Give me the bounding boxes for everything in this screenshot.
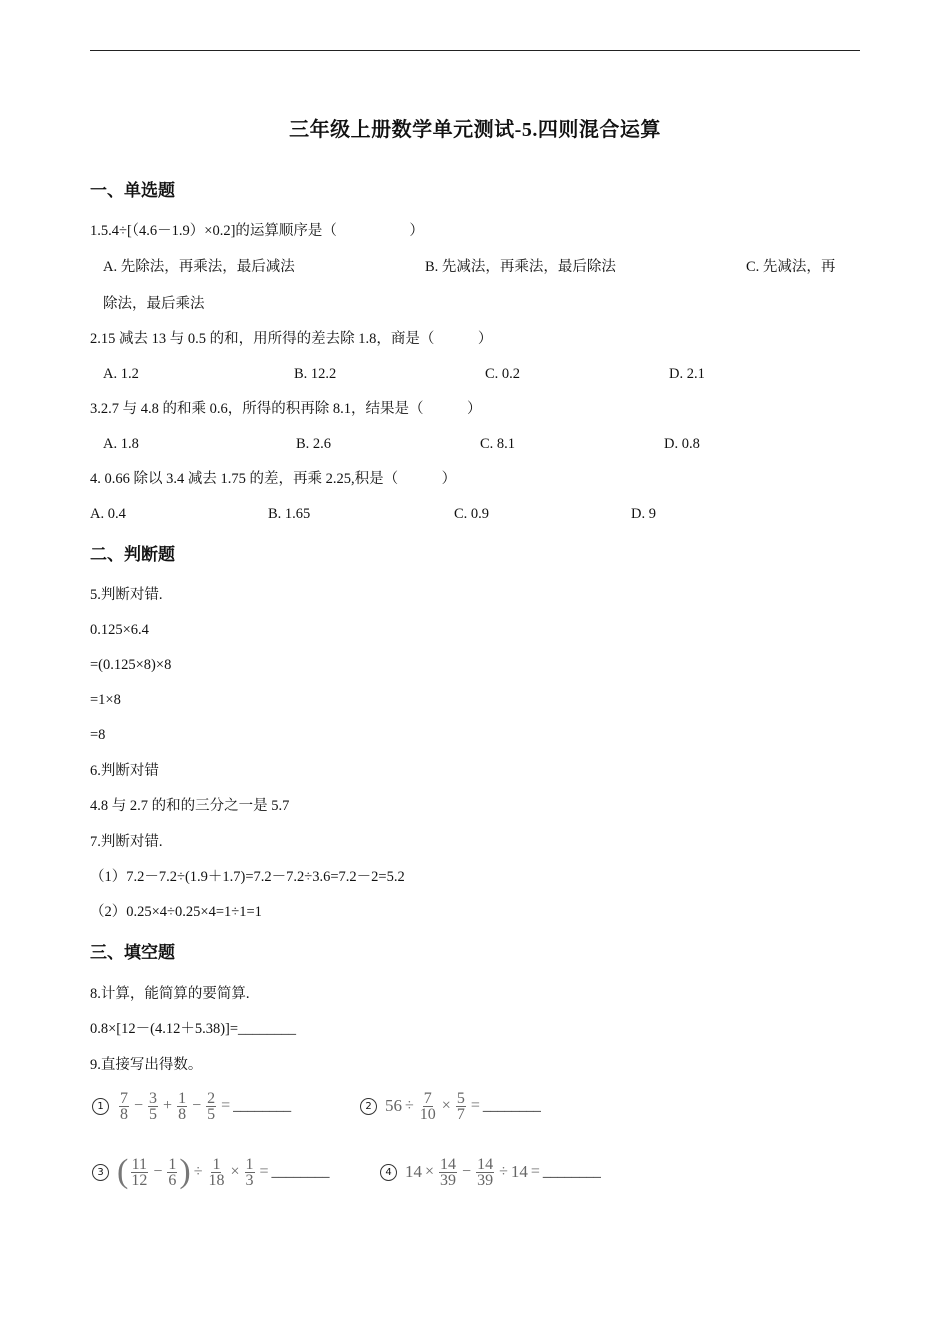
section-heading-fill-blank: 三、填空题 bbox=[90, 943, 175, 962]
circled-number-2: 2 bbox=[360, 1098, 377, 1115]
question-1-option-b: B. 先减法，再乘法，最后除法 bbox=[425, 259, 616, 275]
operator: ÷ bbox=[405, 1097, 414, 1114]
question-4-option-a: A. 0.4 bbox=[90, 506, 126, 522]
question-7-stem: 7.判断对错. bbox=[90, 834, 163, 850]
question-4-stem: 4. 0.66 除以 3.4 减去 1.75 的差，再乘 2.25,积是（ ） bbox=[90, 471, 457, 487]
circled-number-4: 4 bbox=[380, 1164, 397, 1181]
question-5-stem: 5.判断对错. bbox=[90, 587, 163, 603]
section-heading-single-choice: 一、单选题 bbox=[90, 181, 175, 200]
fraction: $\frac{1}{18}$ bbox=[208, 1155, 225, 1189]
question-7-line-2: （2）0.25×4÷0.25×4=1÷1=1 bbox=[90, 904, 262, 920]
question-3-stem: 3.2.7 与 4.8 的和乘 0.6，所得的积再除 8.1，结果是（ ） bbox=[90, 401, 482, 417]
answer-blank[interactable]: ________ bbox=[482, 1097, 541, 1114]
question-2-stem: 2.15 减去 13 与 0.5 的和，用所得的差去除 1.8，商是（ ） bbox=[90, 331, 493, 347]
answer-blank[interactable]: ________ bbox=[233, 1097, 292, 1114]
question-2-option-d: D. 2.1 bbox=[669, 366, 705, 382]
fraction: $\frac{7}{8}$ bbox=[120, 1089, 128, 1123]
question-5-line-4: =8 bbox=[90, 727, 106, 743]
question-3-option-b: B. 2.6 bbox=[296, 436, 332, 452]
expression-2 bbox=[360, 1084, 541, 1128]
question-6-line-1: 4.8 与 2.7 的和的三分之一是 5.7 bbox=[90, 798, 290, 814]
question-3-option-c: C. 8.1 bbox=[480, 436, 516, 452]
circled-number-3: 3 bbox=[92, 1164, 109, 1181]
question-8-stem: 8.计算，能简算的要简算. bbox=[90, 986, 250, 1002]
question-4-option-b: B. 1.65 bbox=[268, 506, 311, 522]
question-1-option-c: C. 先减法，再 bbox=[746, 259, 836, 275]
question-9-stem: 9.直接写出得数。 bbox=[90, 1057, 203, 1073]
question-2-option-b: B. 12.2 bbox=[294, 366, 337, 382]
number: 56 bbox=[385, 1096, 402, 1115]
left-paren: ( bbox=[117, 1153, 129, 1190]
question-7-line-1: （1）7.2－7.2÷(1.9＋1.7)=7.2－7.2÷3.6=7.2－2=5.2 bbox=[90, 869, 405, 885]
answer-blank[interactable]: ________ bbox=[542, 1163, 601, 1180]
operator: + bbox=[163, 1097, 173, 1114]
fraction: $\frac{1}{6}$ bbox=[168, 1155, 177, 1189]
number: 14 bbox=[405, 1162, 422, 1181]
operator: × bbox=[230, 1163, 240, 1180]
equals-sign: = bbox=[259, 1163, 269, 1180]
operator: − bbox=[462, 1163, 472, 1180]
fraction: $\frac{7}{10}$ bbox=[419, 1089, 436, 1123]
question-5-line-1: 0.125×6.4 bbox=[90, 622, 149, 638]
fraction: $\frac{11}{12}$ bbox=[131, 1155, 148, 1189]
expression-4 bbox=[380, 1150, 601, 1194]
operator: − bbox=[153, 1163, 163, 1180]
operator: ÷ bbox=[193, 1163, 203, 1180]
question-3-option-a: A. 1.8 bbox=[103, 436, 139, 452]
section-heading-true-false: 二、判断题 bbox=[90, 545, 175, 564]
question-5-line-3: =1×8 bbox=[90, 692, 121, 708]
equals-sign: = bbox=[221, 1097, 231, 1114]
answer-blank[interactable]: ________ bbox=[271, 1163, 330, 1180]
fraction: $\frac{1}{8}$ bbox=[178, 1089, 187, 1123]
operator: − bbox=[134, 1097, 144, 1114]
question-1-stem: 1.5.4÷[（4.6－1.9）×0.2]的运算顺序是（ ） bbox=[90, 223, 424, 239]
fraction: $\frac{2}{5}$ bbox=[207, 1089, 216, 1123]
question-5-line-2: =(0.125×8)×8 bbox=[90, 657, 172, 673]
operator: × bbox=[441, 1097, 451, 1114]
circled-number-1: 1 bbox=[92, 1098, 109, 1115]
operator: ÷ bbox=[499, 1163, 508, 1180]
question-4-option-c: C. 0.9 bbox=[454, 506, 490, 522]
header-rule bbox=[90, 50, 860, 51]
question-8-line-1: 0.8×[12－(4.12＋5.38)]=________ bbox=[90, 1021, 297, 1037]
operator: − bbox=[192, 1097, 202, 1114]
equals-sign: = bbox=[530, 1163, 540, 1180]
fraction: $\frac{14}{39}$ bbox=[477, 1155, 494, 1189]
expression-3 bbox=[92, 1148, 330, 1196]
equals-sign: = bbox=[470, 1097, 480, 1114]
operator: × bbox=[425, 1163, 435, 1180]
question-1-option-a: A. 先除法，再乘法，最后减法 bbox=[103, 259, 295, 275]
fraction: $\frac{5}{7}$ bbox=[456, 1089, 465, 1123]
question-2-option-c: C. 0.2 bbox=[485, 366, 521, 382]
question-6-stem: 6.判断对错 bbox=[90, 763, 159, 779]
expression-1 bbox=[92, 1084, 291, 1128]
question-4-option-d: D. 9 bbox=[631, 506, 656, 522]
right-paren: ) bbox=[179, 1153, 191, 1190]
question-3-option-d: D. 0.8 bbox=[664, 436, 700, 452]
fraction: $\frac{1}{3}$ bbox=[245, 1155, 254, 1189]
fraction: $\frac{14}{39}$ bbox=[440, 1155, 457, 1189]
number: 14 bbox=[510, 1162, 528, 1181]
question-1-option-c-continued: 除法，最后乘法 bbox=[103, 296, 205, 312]
fraction: $\frac{3}{5}$ bbox=[149, 1089, 158, 1123]
page-title: 三年级上册数学单元测试-5.四则混合运算 bbox=[289, 119, 661, 141]
question-2-option-a: A. 1.2 bbox=[103, 366, 139, 382]
